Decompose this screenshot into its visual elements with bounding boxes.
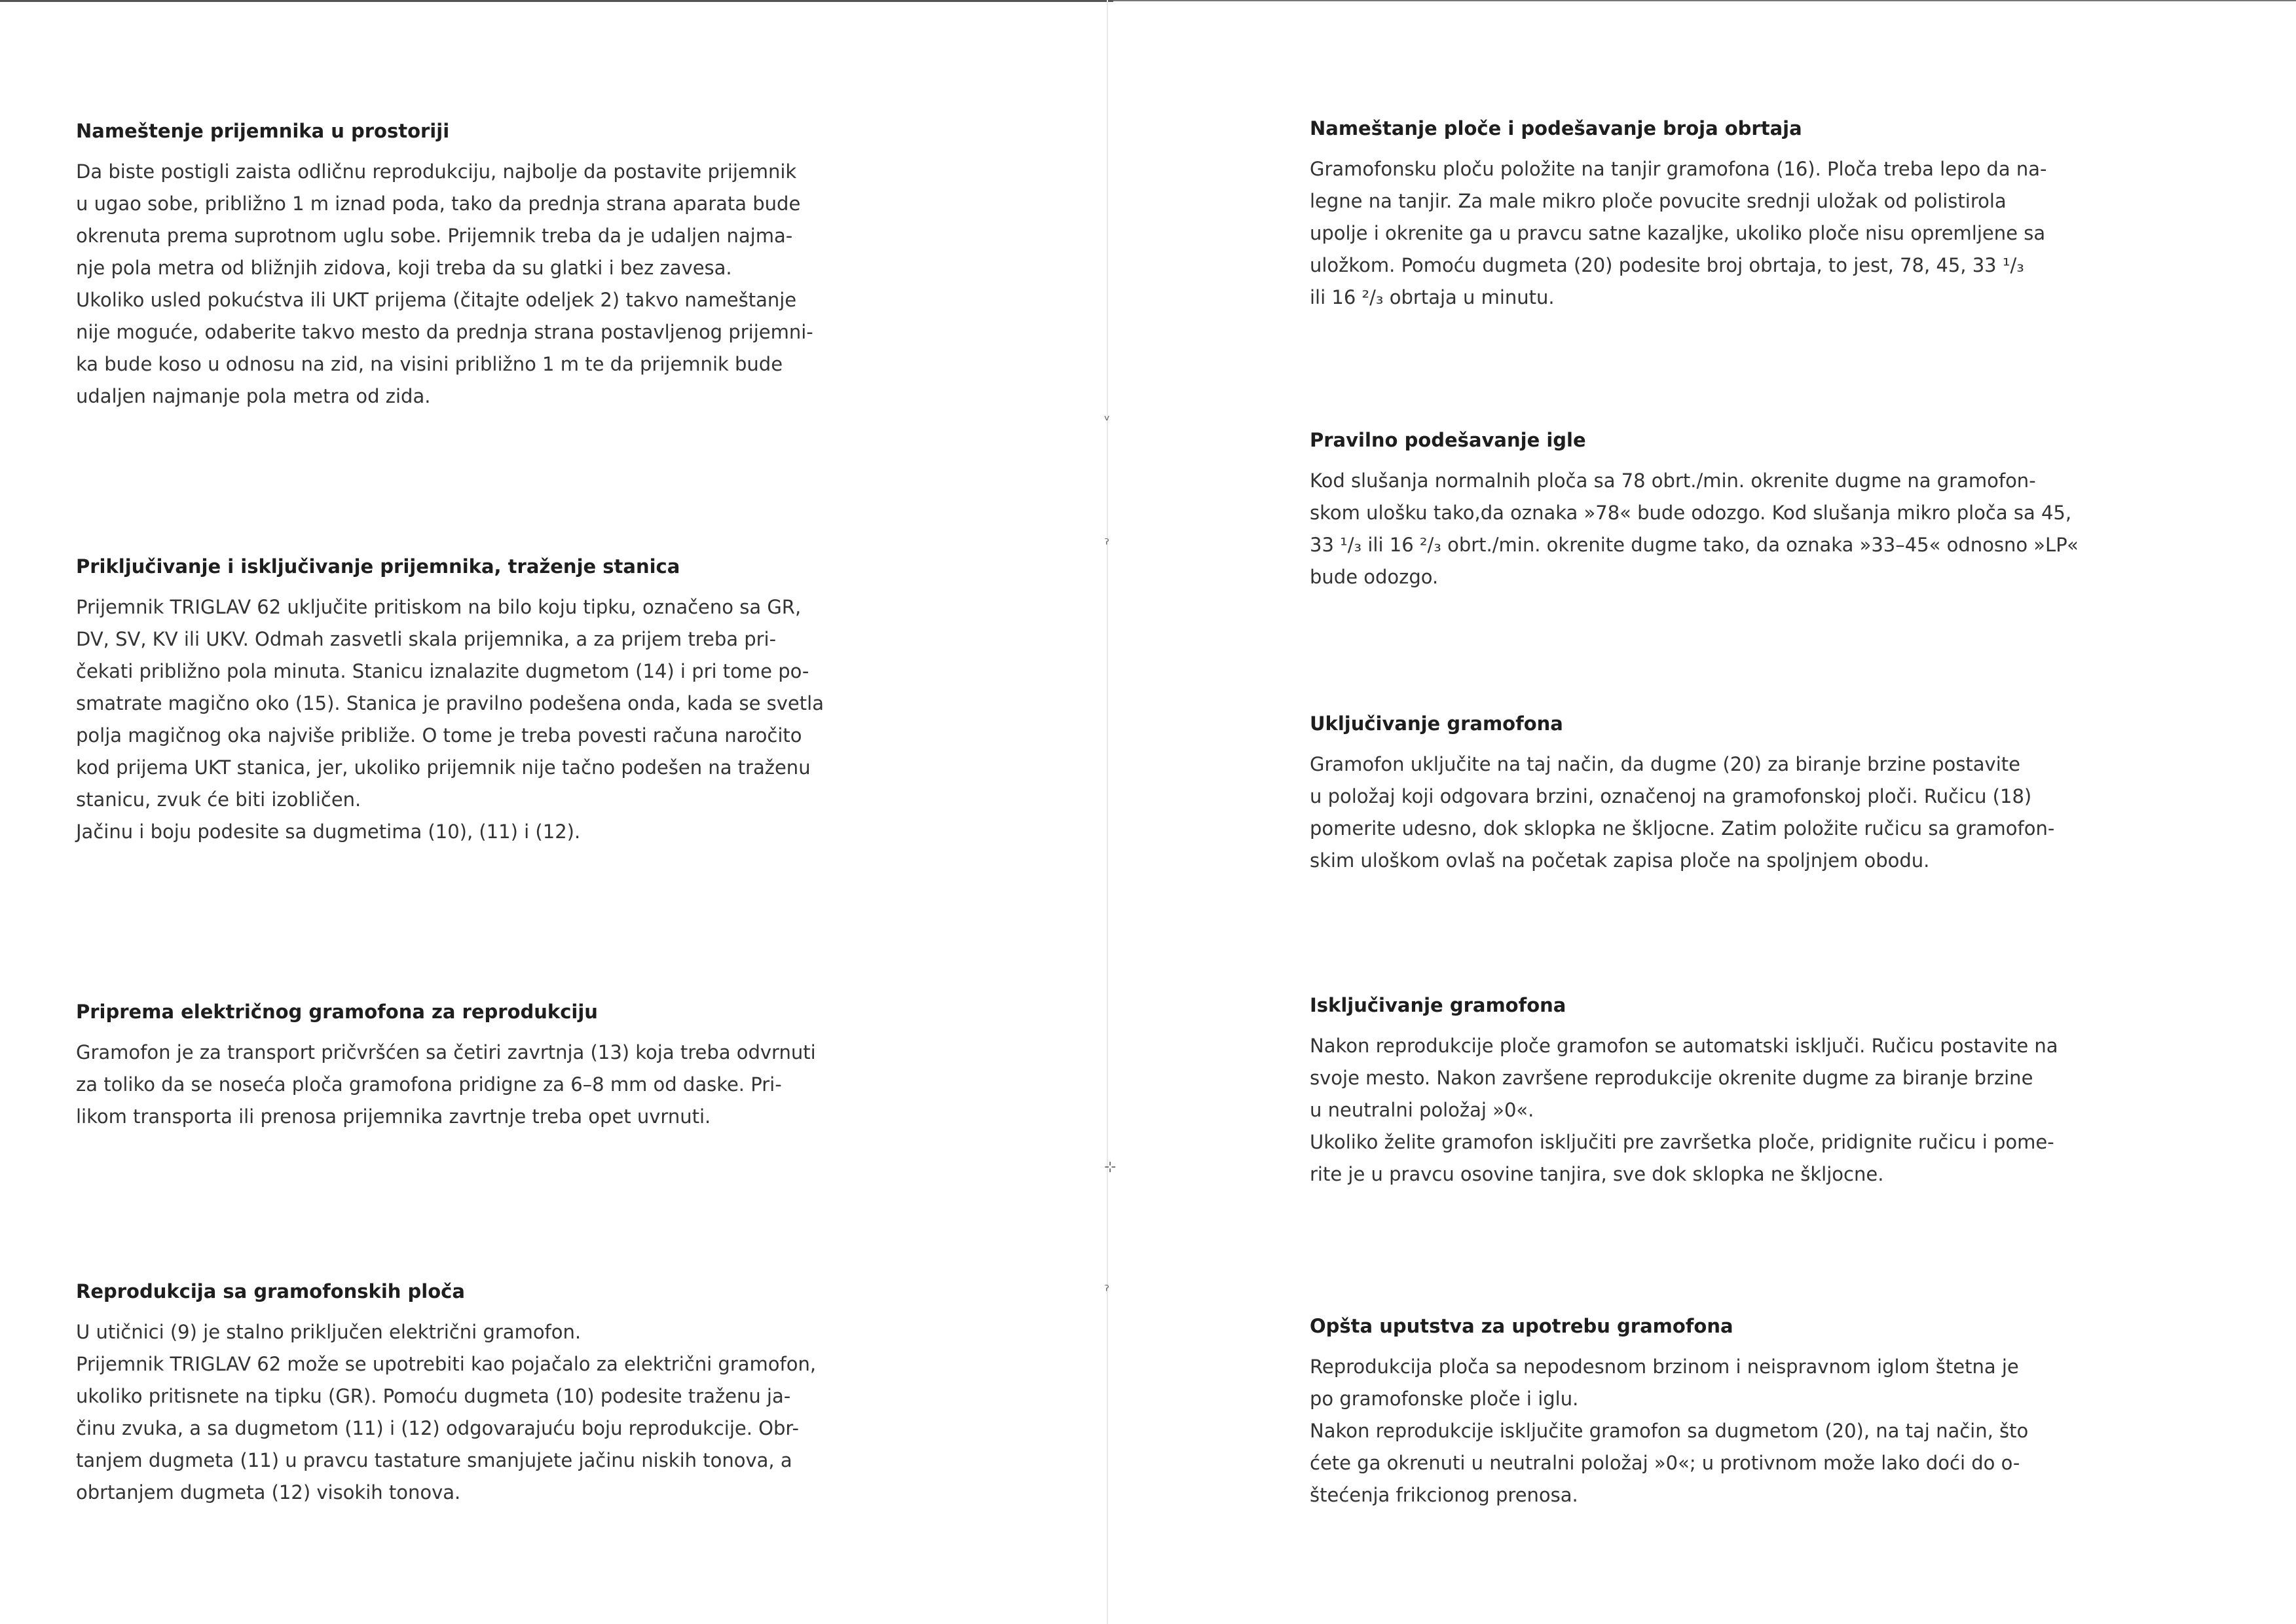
section-heading: Pravilno podešavanje igle	[1310, 429, 1586, 451]
text-line: rite je u pravcu osovine tanjira, sve dok sklopka ne škljocne.	[1310, 1163, 1884, 1185]
section-heading: Uključivanje gramofona	[1310, 712, 1563, 735]
text-line: ili 16 ²/₃ obrtaja u minutu.	[1310, 286, 1555, 308]
text-line: likom transporta ili prenosa prijemnika zavrtnje treba opet uvrnuti.	[76, 1105, 711, 1128]
text-line: Gramofon uključite na taj način, da dugme (20) za biranje brzine postavite	[1310, 753, 2020, 775]
binding-mark-icon: ⊹	[1104, 1159, 1117, 1175]
section-needle-adjustment	[1310, 427, 2155, 593]
section-record-playback	[76, 1278, 914, 1509]
section-body	[1310, 1030, 2155, 1190]
text-line: Gramofon je za transport pričvršćen sa četiri zavrtnja (13) koja treba odvrnuti	[76, 1041, 816, 1063]
text-line: Ukoliko usled pokućstva ili UKT prijema (čitajte odeljek 2) takvo nameštanje	[76, 289, 797, 311]
text-line: U utičnici (9) je stalno priključen električni gramofon.	[76, 1321, 582, 1343]
text-line: Gramofonsku ploču položite na tanjir gramofona (16). Ploča treba lepo da na-	[1310, 158, 2047, 180]
text-line: Jačinu i boju podesite sa dugmetima (10), (11) i (12).	[76, 821, 581, 843]
text-line: za toliko da se noseća ploča gramofona pridigne za 6–8 mm od daske. Pri-	[76, 1073, 782, 1096]
text-line: smatrate magično oko (15). Stanica je pravilno podešena onda, kada se svetla	[76, 692, 824, 714]
text-line: bude odozgo.	[1310, 566, 1439, 588]
text-line: ka bude koso u odnosu na zid, na visini približno 1 m te da prijemnik bude	[76, 353, 783, 375]
text-line: legne na tanjir. Za male mikro ploče povucite srednji uložak od polistirola	[1310, 190, 2007, 212]
text-line: obrtanjem dugmeta (12) visokih tonova.	[76, 1481, 461, 1504]
section-body	[76, 156, 914, 413]
text-line: čekati približno pola minuta. Stanicu iznalazite dugmetom (14) i pri tome po-	[76, 660, 809, 682]
text-line: Nakon reprodukcije ploče gramofon se automatski isključi. Ručicu postavite na	[1310, 1035, 2058, 1057]
section-heading: Opšta uputstva za upotrebu gramofona	[1310, 1315, 1733, 1337]
text-line: pomerite udesno, dok sklopka ne škljocne. Zatim položite ručicu sa gramofon-	[1310, 817, 2055, 840]
text-line: nije moguće, odaberite takvo mesto da prednja strana postavljenog prijemni-	[76, 321, 813, 343]
section-heading: Nameštenje prijemnika u prostoriji	[76, 120, 450, 142]
section-gramophone-off	[1310, 992, 2155, 1190]
text-line: upolje i okrenite ga u pravcu satne kazaljke, ukoliko ploče nisu opremljene sa	[1310, 222, 2046, 244]
text-line: po gramofonske ploče i iglu.	[1310, 1388, 1579, 1410]
section-body	[1310, 748, 2155, 877]
section-body	[76, 1037, 914, 1133]
section-body	[1310, 465, 2155, 593]
section-receiver-placement	[76, 118, 914, 413]
text-line: kod prijema UKT stanica, jer, ukoliko prijemnik nije tačno podešen na traženu	[76, 756, 811, 779]
section-record-placement-speed	[1310, 115, 2155, 314]
text-line: uložkom. Pomoću dugmeta (20) podesite broj obrtaja, to jest, 78, 45, 33 ¹/₃	[1310, 254, 2024, 276]
top-edge-rule	[0, 0, 1113, 2]
binding-mark-icon: ˀ	[1104, 1283, 1110, 1300]
text-line: ćete ga okrenuti u neutralni položaj »0«; u protivnom može lako doći do o-	[1310, 1452, 2020, 1474]
text-line: Da biste postigli zaista odličnu reprodukciju, najbolje da postavite prijemnik	[76, 160, 797, 183]
binding-mark-icon: ᵛ	[1104, 413, 1111, 429]
text-line: stanicu, zvuk će biti izobličen.	[76, 788, 361, 811]
text-line: Nakon reprodukcije isključite gramofon sa dugmetom (20), na taj način, što	[1310, 1420, 2029, 1442]
text-line: u neutralni položaj »0«.	[1310, 1099, 1534, 1121]
section-heading: Priključivanje i isključivanje prijemnika, traženje stanica	[76, 555, 680, 578]
text-line: polja magičnog oka najviše približe. O tome je treba povesti računa naročito	[76, 724, 802, 747]
page-gutter	[1107, 0, 1108, 1624]
section-body	[76, 1316, 914, 1509]
text-line: ukoliko pritisnete na tipku (GR). Pomoću dugmeta (10) podesite traženu ja-	[76, 1385, 791, 1407]
section-body	[1310, 1351, 2155, 1511]
section-gramophone-on	[1310, 710, 2155, 877]
text-line: u ugao sobe, približno 1 m iznad poda, tako da prednja strana aparata bude	[76, 193, 801, 215]
text-line: Ukoliko želite gramofon isključiti pre završetka ploče, pridignite ručicu i pome-	[1310, 1131, 2054, 1153]
binding-mark-icon: ˀ	[1104, 537, 1110, 553]
section-receiver-power-tuning	[76, 553, 914, 848]
section-heading: Nameštanje ploče i podešavanje broja obrtaja	[1310, 117, 1802, 139]
section-heading: Isključivanje gramofona	[1310, 994, 1566, 1016]
text-line: okrenuta prema suprotnom uglu sobe. Prijemnik treba da je udaljen najma-	[76, 225, 793, 247]
section-heading: Reprodukcija sa gramofonskih ploča	[76, 1280, 465, 1302]
text-line: skim uloškom ovlaš na početak zapisa ploče na spoljnjem obodu.	[1310, 849, 1930, 872]
section-general-instructions	[1310, 1313, 2155, 1511]
text-line: udaljen najmanje pola metra od zida.	[76, 385, 431, 407]
section-gramophone-preparation	[76, 999, 914, 1133]
text-line: Prijemnik TRIGLAV 62 može se upotrebiti kao pojačalo za električni gramofon,	[76, 1353, 817, 1375]
section-body	[76, 591, 914, 848]
text-line: svoje mesto. Nakon završene reprodukcije okrenite dugme za biranje brzine	[1310, 1067, 2033, 1089]
text-line: skom ulošku tako,da oznaka »78« bude odozgo. Kod slušanja mikro ploča sa 45,	[1310, 502, 2072, 524]
text-line: činu zvuka, a sa dugmetom (11) i (12) odgovarajuću boju reprodukcije. Obr-	[76, 1417, 799, 1439]
text-line: Prijemnik TRIGLAV 62 uključite pritiskom na bilo koju tipku, označeno sa GR,	[76, 596, 802, 618]
text-line: Reprodukcija ploča sa nepodesnom brzinom i neispravnom iglom štetna je	[1310, 1356, 2019, 1378]
section-heading: Priprema električnog gramofona za reprodukciju	[76, 1001, 598, 1023]
text-line: DV, SV, KV ili UKV. Odmah zasvetli skala prijemnika, a za prijem treba pri-	[76, 628, 777, 650]
text-line: nje pola metra od bližnjih zidova, koji treba da su glatki i bez zavesa.	[76, 257, 732, 279]
section-body	[1310, 153, 2155, 314]
text-line: štećenja frikcionog prenosa.	[1310, 1484, 1578, 1506]
text-line: Kod slušanja normalnih ploča sa 78 obrt./min. okrenite dugme na gramofon-	[1310, 470, 2036, 492]
top-edge-rule	[1113, 0, 2296, 1]
text-line: 33 ¹/₃ ili 16 ²/₃ obrt./min. okrenite dugme tako, da oznaka »33–45« odnosno »LP«	[1310, 534, 2079, 556]
text-line: tanjem dugmeta (11) u pravcu tastature smanjujete jačinu niskih tonova, a	[76, 1449, 792, 1471]
text-line: u položaj koji odgovara brzini, označenoj na gramofonskoj ploči. Ručicu (18)	[1310, 785, 2032, 807]
